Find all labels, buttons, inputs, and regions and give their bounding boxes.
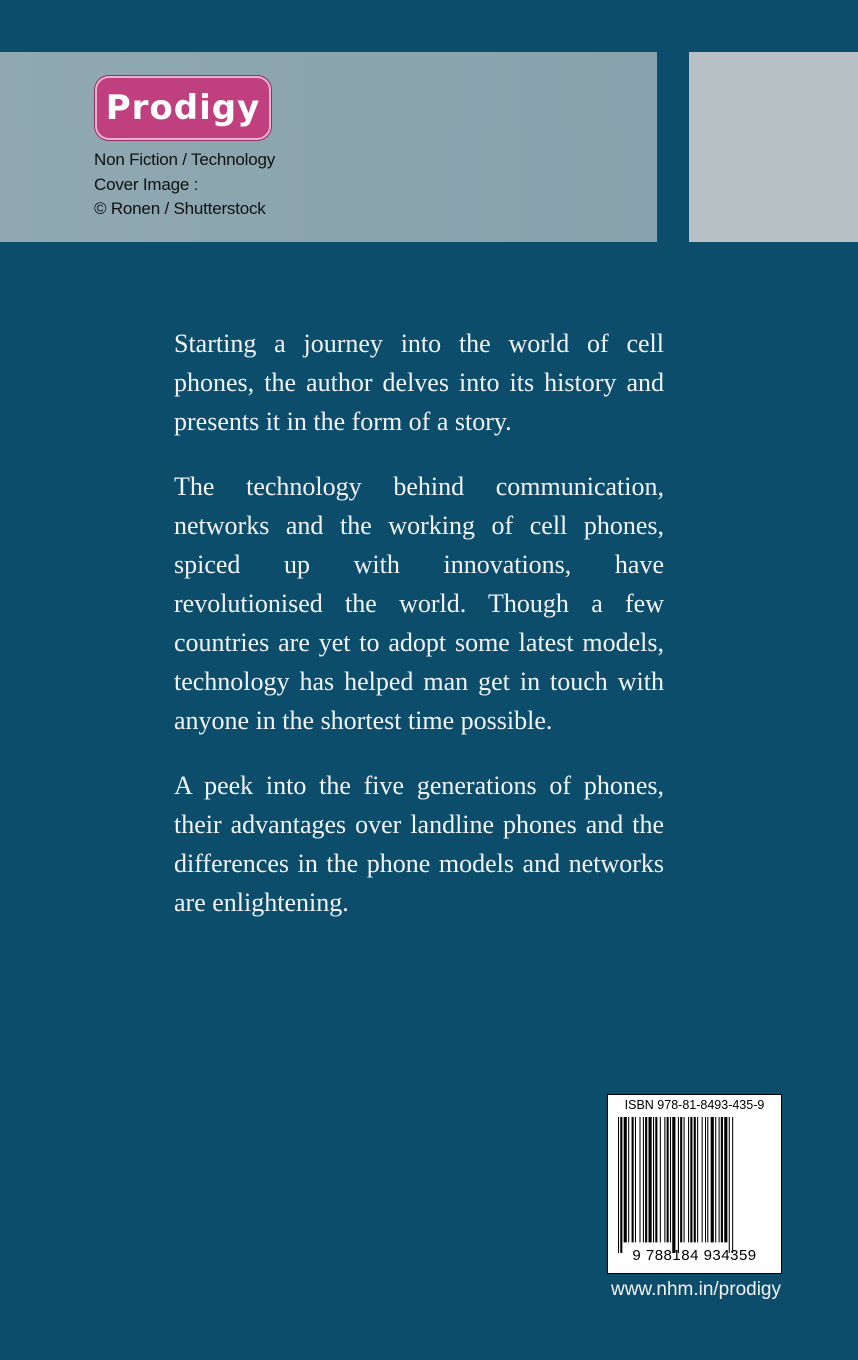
barcode-bar (670, 1117, 671, 1242)
barcode-bar (721, 1117, 723, 1242)
barcode-icon (618, 1117, 773, 1253)
barcode-bar (678, 1117, 679, 1253)
barcode-bar (688, 1117, 689, 1242)
spine-color-block (689, 52, 858, 242)
blurb-paragraph: Starting a journey into the world of cell phones, the author delves into its history and presents it in the form of a story. (174, 329, 664, 436)
barcode-bar (711, 1117, 714, 1242)
barcode-bar (624, 1117, 627, 1242)
barcode-bar (694, 1117, 696, 1242)
cover-image-label: Cover Image : (94, 174, 199, 194)
barcode-bar (664, 1117, 665, 1242)
barcode-bar (705, 1117, 706, 1242)
barcode-bar (628, 1117, 629, 1242)
blurb-paragraph: A peek into the five generations of phones, their advantages over landline phones and the differences in the phone models and networks are enlightening. (174, 771, 664, 917)
barcode-bar (618, 1117, 619, 1253)
prodigy-logo (95, 76, 271, 140)
barcode-bar (639, 1117, 640, 1242)
barcode-bar (697, 1117, 698, 1242)
barcode-bar (680, 1117, 682, 1242)
barcode-bar (643, 1117, 644, 1242)
cover-image-credit: © Ronen / Shutterstock (94, 199, 266, 218)
blurb-paragraph: The technology behind communication, networks and the working of cell phones, spiced up with innovations, have revolutionised the world. Though a few countries are yet to adopt some latest models, technology has helped man get in touch with anyone in the shortest time possible. (174, 472, 664, 735)
isbn-label: ISBN 978-81-8493-435-9 (624, 1098, 765, 1112)
barcode-bar (635, 1117, 636, 1242)
publisher-website: www.nhm.in/prodigy (610, 1279, 782, 1300)
barcode-bar (707, 1117, 708, 1242)
barcode-bar (719, 1117, 720, 1242)
back-cover-blurb (174, 324, 664, 948)
cover-meta (94, 148, 275, 222)
isbn-barcode-box (607, 1094, 782, 1274)
barcode-bar (653, 1117, 654, 1242)
category-label: Non Fiction / Technology (94, 150, 276, 169)
barcode-bar (667, 1117, 669, 1242)
barcode-bar (660, 1117, 661, 1242)
logo-text: Prodigy (105, 88, 261, 128)
barcode-bar (649, 1117, 652, 1242)
barcode-bar (729, 1117, 730, 1253)
barcode-bar (715, 1117, 716, 1242)
barcode-bar (632, 1117, 634, 1242)
barcode-bar (645, 1117, 647, 1242)
barcode-bar (620, 1117, 622, 1253)
barcode-bar (655, 1117, 657, 1242)
barcode-bar (684, 1117, 685, 1242)
barcode-bar (702, 1117, 703, 1242)
barcode-bar (732, 1117, 733, 1253)
barcode-bar (724, 1117, 727, 1242)
barcode-digits: 9 788184 934359 (632, 1247, 757, 1264)
barcode-bar (690, 1117, 692, 1242)
barcode-bar (672, 1117, 675, 1253)
